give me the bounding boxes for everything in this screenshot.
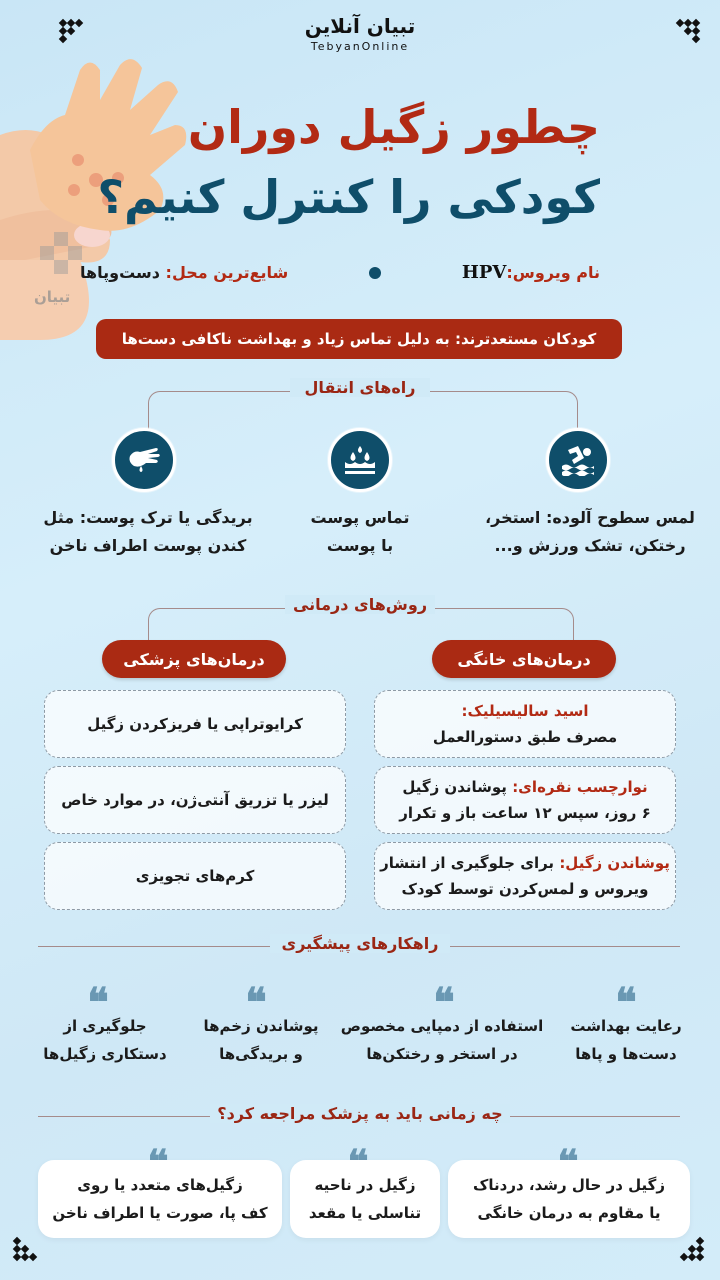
transmission-title: راه‌های انتقال [290, 378, 430, 397]
medical-treatment-pill: درمان‌های پزشکی [102, 640, 286, 678]
home-treatment-card: اسید سالیسیلیک: مصرف طبق دستورالعمل [374, 690, 676, 758]
quote-icon: ❝ [87, 979, 109, 1026]
transmission-item-broken-skin: بریدگی یا ترک پوست: مثل کندن پوست اطراف ناخن [43, 508, 253, 555]
title-line-1: چطور زگیل دوران [187, 100, 600, 154]
prevention-item-no-touching: جلوگیری از دستکاری زگیل‌ها [43, 1017, 167, 1063]
quote-icon: ❝ [615, 979, 637, 1026]
info-row [80, 262, 600, 283]
brand-logo-latin: TebyanOnline [310, 40, 410, 53]
injured-hand-icon [112, 428, 176, 492]
brand-logo: تبیان آنلاین [304, 14, 416, 38]
treatment-title: روش‌های درمانی [285, 595, 435, 614]
location-label: شایع‌ترین محل: [165, 263, 289, 282]
prevention-title: راهکارهای پیشگیری [270, 934, 450, 953]
home-treatment-pill: درمان‌های خانگی [432, 640, 616, 678]
virus-label: نام ویروس: [506, 263, 600, 282]
medical-treatment-card: کرم‌های تجویزی [44, 842, 346, 910]
quote-icon: ❝ [245, 979, 267, 1026]
doctor-criteria-card: زگیل در ناحیه تناسلی یا مقعد [290, 1160, 440, 1238]
location-value: دست‌وپاها [80, 263, 160, 282]
virus-name-info [462, 262, 600, 283]
title-line-2: کودکی را کنترل کنیم؟ [97, 170, 600, 224]
transmission-item-surfaces: لمس سطوح آلوده: استخر، رختکن، تشک ورزش و... [485, 508, 695, 555]
bullet-dot [369, 267, 381, 279]
prevention-item-hygiene: رعایت بهداشت دست‌ها و پاها [570, 1017, 682, 1063]
prevention-item-slippers: استفاده از دمپایی مخصوص در استخر و رختکن‌ها [340, 1017, 544, 1063]
prevention-item-cover-wounds: پوشاندن زخم‌ها و بریدگی‌ها [203, 1017, 319, 1063]
home-treatment-card: پوشاندن زگیل: برای جلوگیری از انتشار ویروس و لمس‌کردن توسط کودک [374, 842, 676, 910]
corner-ornament-bottom-right [681, 1238, 707, 1264]
transmission-item-skin-contact: تماس پوست با پوست [310, 508, 410, 555]
doctor-criteria-card: زگیل‌های متعدد یا روی کف پا، صورت یا اطراف ناخن [38, 1160, 282, 1238]
quote-icon: ❝ [433, 979, 455, 1026]
corner-ornament-top-right [677, 20, 703, 46]
medical-treatment-card: لیزر یا تزریق آنتی‌ژن، در موارد خاص [44, 766, 346, 834]
medical-treatment-card: کرایوتراپی یا فریزکردن زگیل [44, 690, 346, 758]
watermark-text: تبیان [34, 288, 71, 306]
virus-value: HPV [461, 262, 507, 283]
location-info [80, 263, 288, 282]
swimming-icon [546, 428, 610, 492]
home-treatment-card: نوارچسب نقره‌ای: پوشاندن زگیل ۶ روز، سپس ۱۲ ساعت باز و تکرار [374, 766, 676, 834]
susceptibility-banner: کودکان مستعدترند: به دلیل تماس زیاد و بهداشت ناکافی دست‌ها [96, 319, 622, 359]
corner-ornament-bottom-left [14, 1238, 40, 1264]
doctor-criteria-card: زگیل در حال رشد، دردناک یا مقاوم به درمان خانگی [448, 1160, 690, 1238]
doctor-visit-title: چه زمانی باید به پزشک مراجعه کرد؟ [210, 1104, 510, 1123]
transmission-bracket [148, 391, 578, 431]
water-drops-icon [328, 428, 392, 492]
